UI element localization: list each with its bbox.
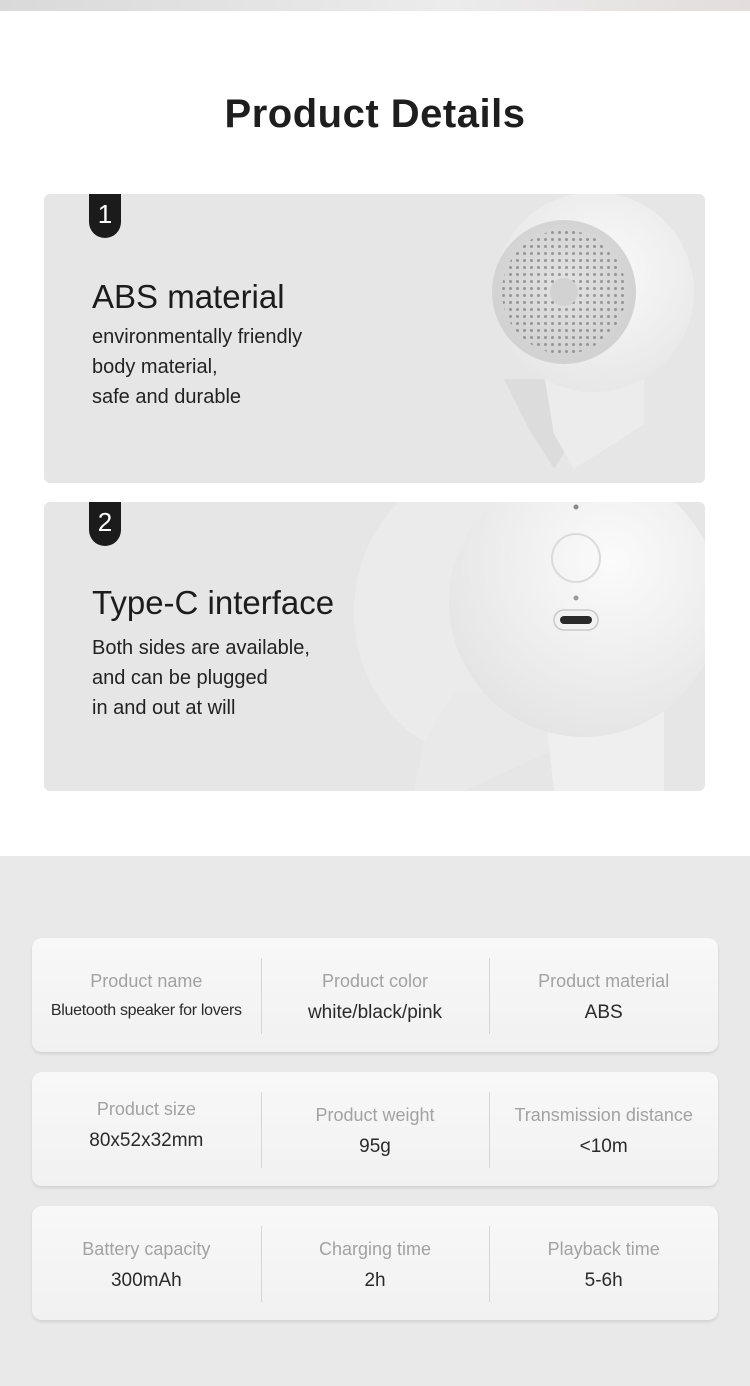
spec-value: ABS [584,1002,623,1023]
spec-cell-charging-time [261,1206,490,1320]
feature-description [92,322,302,412]
spec-cell-battery-capacity [32,1206,261,1320]
spec-label: Product color [321,971,429,991]
spec-value: 300mAh [110,1270,182,1291]
spec-value: Bluetooth speaker for lovers [50,1002,242,1019]
feature-description-line: safe and durable [92,386,242,408]
feature-title: Type-C interface [92,584,335,621]
spec-row [32,938,718,1052]
spec-value: 2h [364,1270,386,1291]
spec-label: Charging time [318,1239,432,1259]
spec-label: Product material [538,971,670,991]
spec-value: 5-6h [584,1270,623,1291]
spec-value: <10m [579,1136,628,1157]
spec-value: 80x52x32mm [89,1130,204,1151]
feature-number-badge: 2 [89,502,121,546]
spec-cell-product-color [261,938,490,1052]
feature-number-badge: 1 [89,194,121,238]
feature-description [92,633,310,723]
feature-description-line: in and out at will [92,697,236,719]
top-strip [0,0,750,11]
feature-card-type-c-interface [44,502,705,791]
spec-label: Battery capacity [82,1239,211,1259]
spec-label: Transmission distance [514,1105,693,1125]
feature-description-line: Both sides are available, [92,637,310,659]
spec-label: Product name [90,971,203,991]
feature-card-abs-material [44,194,705,483]
spec-label: Product weight [315,1105,435,1125]
spec-label: Playback time [547,1239,660,1259]
spec-cell-product-material [489,938,718,1052]
speaker-front-illustration [444,194,705,483]
specifications-section [0,856,750,1386]
page-title: Product Details [224,92,526,136]
spec-cell-product-name [32,938,261,1052]
spec-cell-transmission-distance [489,1072,718,1186]
spec-value: white/black/pink [307,1002,443,1023]
spec-cell-product-size [32,1072,261,1186]
feature-description-line: and can be plugged [92,667,268,689]
spec-label: Product size [96,1099,196,1119]
spec-row [32,1072,718,1186]
spec-cell-product-weight [261,1072,490,1186]
feature-description-line: environmentally friendly [92,326,303,348]
spec-value: 95g [359,1136,391,1157]
feature-title: ABS material [92,278,285,315]
spec-row [32,1206,718,1320]
spec-cell-playback-time [489,1206,718,1320]
feature-description-line: body material, [92,356,218,378]
speaker-back-illustration [344,502,705,791]
